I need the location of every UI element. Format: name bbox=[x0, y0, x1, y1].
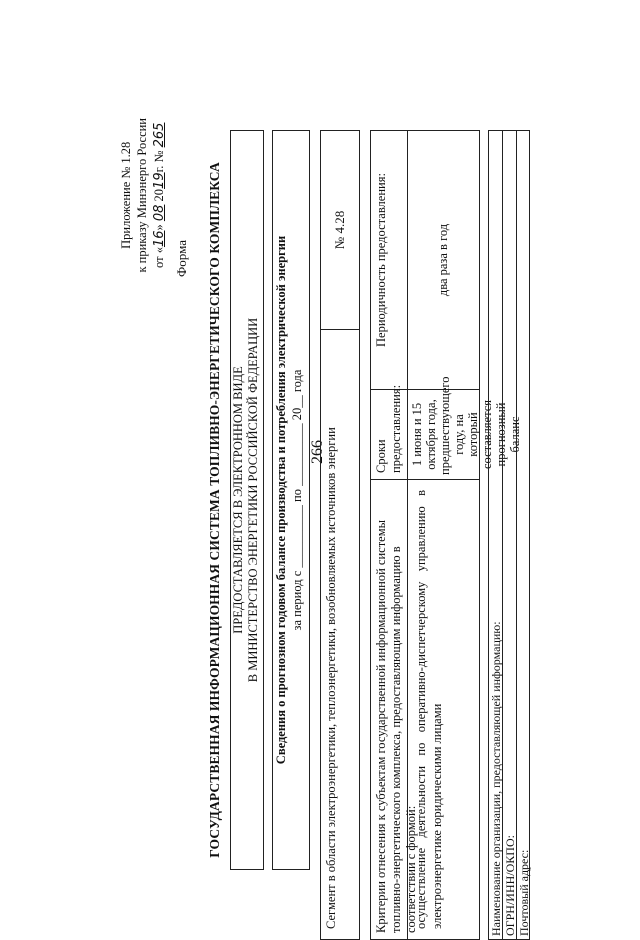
deadline-header: Сроки предоставления: bbox=[371, 389, 407, 479]
frequency-header: Периодичность предоставления: bbox=[374, 173, 388, 347]
appendix-order-line bbox=[151, 118, 169, 273]
org-name-field[interactable]: Наименование организации, предоставляющей информацию: bbox=[489, 131, 503, 939]
order-prefix: от « bbox=[151, 247, 166, 268]
submission-line-2: В МИНИСТЕРСТВО ЭНЕРГЕТИКИ РОССИЙСКОЙ ФЕДЕРАЦИИ bbox=[246, 317, 260, 683]
form-sheet bbox=[110, 80, 530, 940]
criteria-header: Критерии отнесения к субъектам государственной информационной системы топливно-энергетического комплекса, предоставляющим информацию в соответствии с формой: bbox=[371, 479, 407, 939]
frequency-text: два раза в год bbox=[435, 223, 450, 297]
org-address-field[interactable]: Почтовый адрес: bbox=[517, 849, 531, 936]
report-period: за период с __________ по __________ 20__ года bbox=[290, 369, 304, 631]
order-sep-3: г. № bbox=[151, 147, 166, 173]
page-number: 266 bbox=[309, 440, 326, 464]
deadline-text: 1 июня и 15 октября года, предшествующего году, на который составляется прогнозный баланс bbox=[407, 389, 479, 479]
submission-box bbox=[230, 130, 264, 870]
appendix-block bbox=[118, 118, 168, 273]
organization-box bbox=[488, 130, 530, 940]
form-label: Форма bbox=[174, 240, 189, 277]
order-sep-2: 20 bbox=[151, 188, 166, 205]
appendix-line-2: к приказу Минэнерго России bbox=[135, 118, 150, 273]
segment-box bbox=[320, 130, 360, 940]
report-title: Сведения о прогнозном годовом балансе производства и потребления электрической энергии bbox=[274, 235, 288, 765]
main-title: ГОСУДАРСТВЕННАЯ ИНФОРМАЦИОННАЯ СИСТЕМА ТОПЛИВНО-ЭНЕРГЕТИЧЕСКОГО КОМПЛЕКСА bbox=[207, 162, 222, 858]
order-day: 16 bbox=[151, 230, 167, 248]
appendix-line-1: Приложение № 1.28 bbox=[119, 141, 133, 249]
criteria-header-row bbox=[371, 131, 418, 939]
order-number: 265 bbox=[151, 122, 167, 148]
order-year: 19 bbox=[151, 172, 167, 189]
submission-line-1: ПРЕДОСТАВЛЯЕТСЯ В ЭЛЕКТРОННОМ ВИДЕ bbox=[231, 366, 245, 634]
order-sep-1: » bbox=[151, 221, 166, 231]
org-ids-field[interactable]: ОГРН/ИНН/ОКПО: bbox=[503, 131, 517, 939]
criteria-text: осуществление деятельности по оперативно-диспетчерскому управлению в электроэнергетике юридическими лицами bbox=[407, 479, 479, 939]
report-box bbox=[272, 130, 310, 870]
order-month: 08 bbox=[151, 204, 167, 222]
segment-text: Сегмент в области электроэнергетики, теплоэнергетики, возобновляемых источников энергии bbox=[321, 329, 359, 939]
segment-code: № 4.28 bbox=[332, 210, 347, 250]
